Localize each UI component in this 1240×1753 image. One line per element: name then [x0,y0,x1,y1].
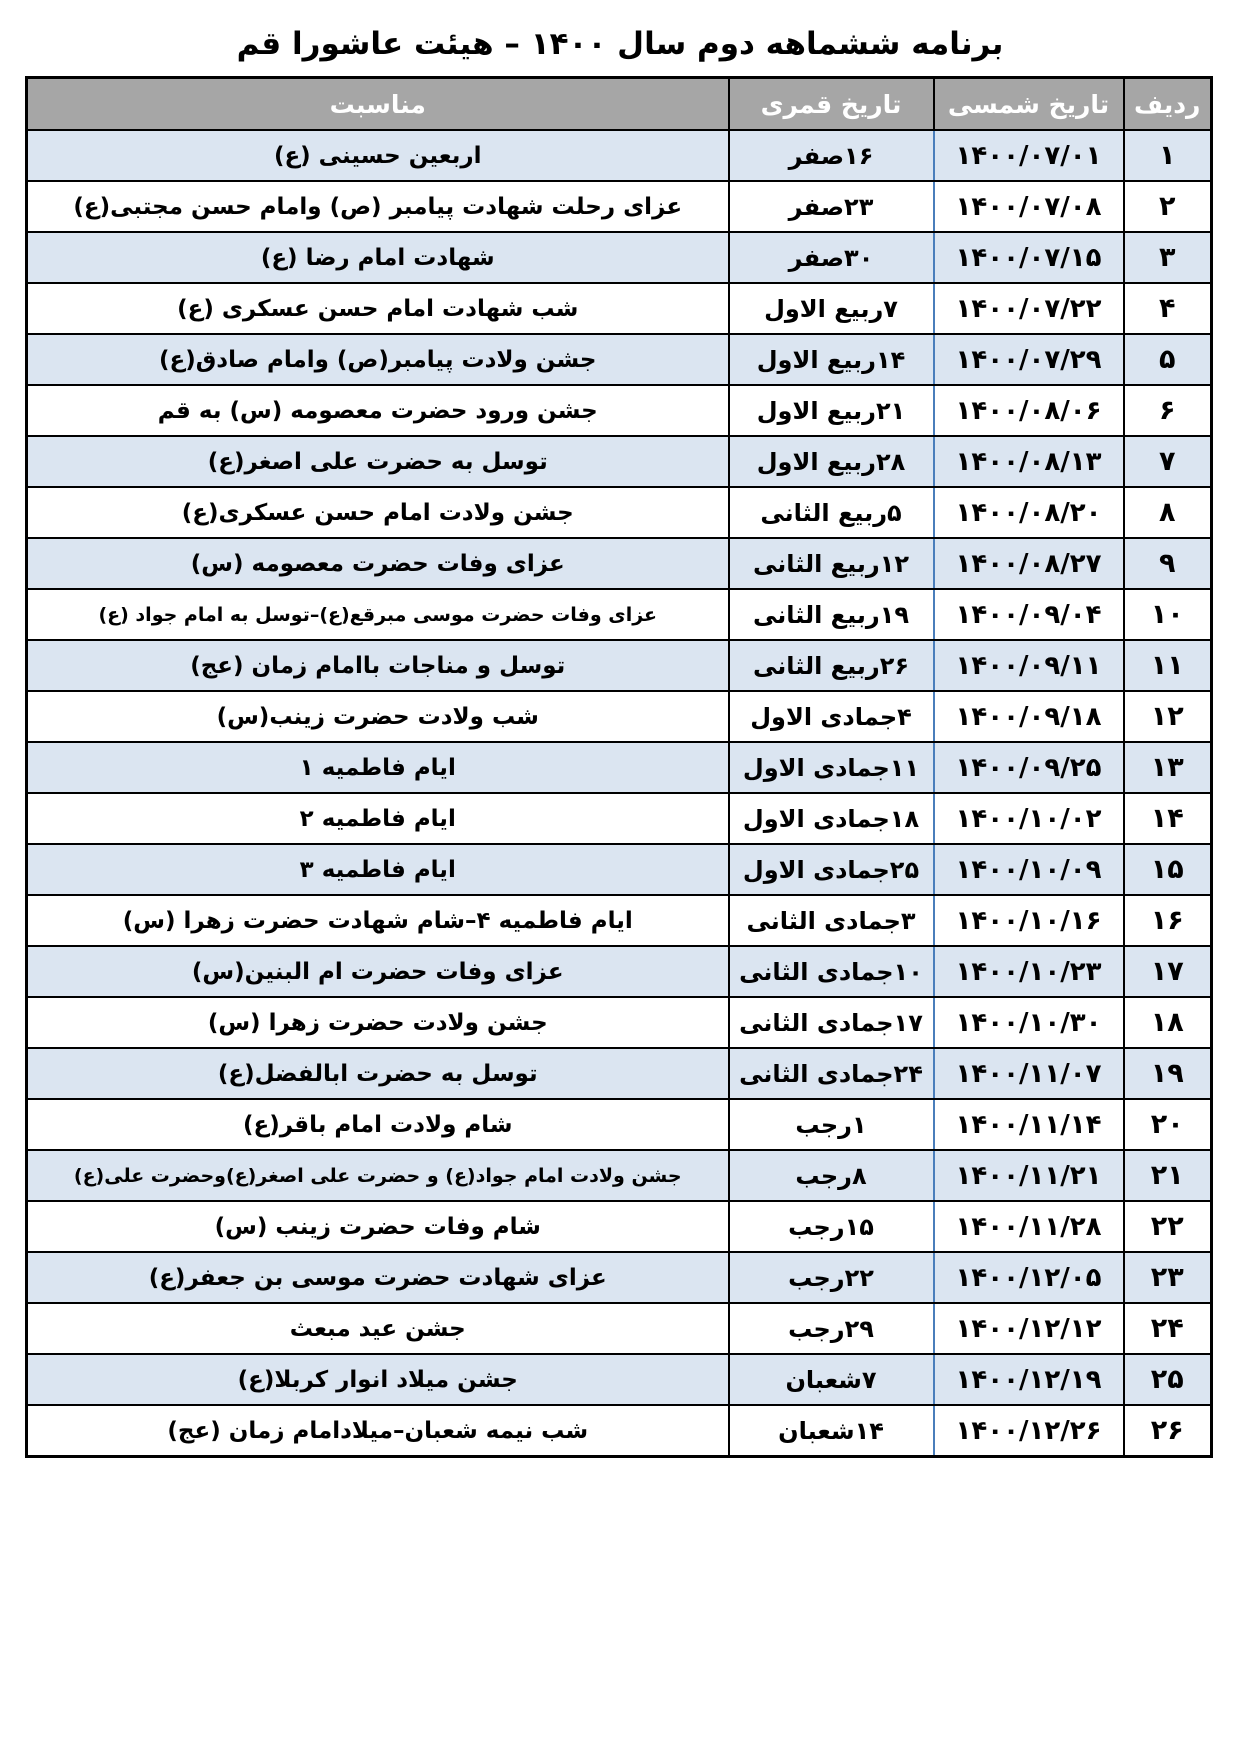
occasion-cell: عزای شهادت حضرت موسی بن جعفر(ع) [27,1252,729,1303]
row-number-cell: ۱ [1124,130,1212,181]
lunar-date-cell: ۲۶ربیع الثانی [729,640,934,691]
table-row [27,1201,1212,1252]
row-number-cell: ۹ [1124,538,1212,589]
solar-date-cell: ۱۴۰۰/۰۷/۰۱ [934,130,1124,181]
solar-date-cell: ۱۴۰۰/۱۰/۰۲ [934,793,1124,844]
lunar-date-cell: ۲۲رجب [729,1252,934,1303]
table-row [27,1048,1212,1099]
solar-date-cell: ۱۴۰۰/۰۷/۱۵ [934,232,1124,283]
table-row [27,487,1212,538]
table-row [27,742,1212,793]
table-row [27,1303,1212,1354]
occasion-cell: شب شهادت امام حسن عسکری (ع) [27,283,729,334]
occasion-cell: شب ولادت حضرت زینب(س) [27,691,729,742]
solar-date-cell: ۱۴۰۰/۱۰/۰۹ [934,844,1124,895]
lunar-date-cell: ۸رجب [729,1150,934,1201]
row-number-cell: ۱۸ [1124,997,1212,1048]
occasion-cell: جشن ولادت پیامبر(ص) وامام صادق(ع) [27,334,729,385]
lunar-date-cell: ۳جمادی الثانی [729,895,934,946]
lunar-date-cell: ۱رجب [729,1099,934,1150]
table-header-row [27,78,1212,131]
occasion-cell: ایام فاطمیه ۲ [27,793,729,844]
lunar-date-cell: ۱۵رجب [729,1201,934,1252]
row-number-cell: ۱۲ [1124,691,1212,742]
lunar-date-cell: ۳۰صفر [729,232,934,283]
occasion-cell: جشن ورود حضرت معصومه (س) به قم [27,385,729,436]
solar-date-cell: ۱۴۰۰/۰۸/۲۰ [934,487,1124,538]
row-number-cell: ۶ [1124,385,1212,436]
occasion-cell: جشن ولادت امام جواد(ع) و حضرت علی اصغر(ع)وحضرت علی(ع) [27,1150,729,1201]
occasion-cell: ایام فاطمیه ۴–شام شهادت حضرت زهرا (س) [27,895,729,946]
solar-date-cell: ۱۴۰۰/۱۲/۲۶ [934,1405,1124,1457]
lunar-date-cell: ۱۴شعبان [729,1405,934,1457]
table-row [27,997,1212,1048]
occasion-cell: جشن عید مبعث [27,1303,729,1354]
row-number-cell: ۱۱ [1124,640,1212,691]
solar-date-cell: ۱۴۰۰/۱۰/۲۳ [934,946,1124,997]
table-row [27,385,1212,436]
solar-date-cell: ۱۴۰۰/۰۸/۲۷ [934,538,1124,589]
column-header-lunar-date: تاریخ قمری [729,78,934,131]
lunar-date-cell: ۲۳صفر [729,181,934,232]
lunar-date-cell: ۷شعبان [729,1354,934,1405]
occasion-cell: توسل و مناجات باامام زمان (عج) [27,640,729,691]
lunar-date-cell: ۱۹ربیع الثانی [729,589,934,640]
row-number-cell: ۱۳ [1124,742,1212,793]
solar-date-cell: ۱۴۰۰/۰۷/۲۲ [934,283,1124,334]
lunar-date-cell: ۵ربیع الثانی [729,487,934,538]
lunar-date-cell: ۲۴جمادی الثانی [729,1048,934,1099]
lunar-date-cell: ۷ربیع الاول [729,283,934,334]
solar-date-cell: ۱۴۰۰/۱۱/۱۴ [934,1099,1124,1150]
occasion-cell: جشن ولادت امام حسن عسکری(ع) [27,487,729,538]
occasion-cell: عزای وفات حضرت ام البنین(س) [27,946,729,997]
solar-date-cell: ۱۴۰۰/۱۲/۰۵ [934,1252,1124,1303]
occasion-cell: شب نیمه شعبان–میلادامام زمان (عج) [27,1405,729,1457]
occasion-cell: عزای وفات حضرت معصومه (س) [27,538,729,589]
solar-date-cell: ۱۴۰۰/۰۹/۲۵ [934,742,1124,793]
column-header-solar-date: تاریخ شمسی [934,78,1124,131]
table-row [27,181,1212,232]
occasion-cell: عزای رحلت شهادت پیامبر (ص) وامام حسن مجتبی(ع) [27,181,729,232]
lunar-date-cell: ۴جمادی الاول [729,691,934,742]
occasion-cell: جشن میلاد انوار کربلا(ع) [27,1354,729,1405]
row-number-cell: ۱۵ [1124,844,1212,895]
lunar-date-cell: ۱۴ربیع الاول [729,334,934,385]
table-row [27,334,1212,385]
occasion-cell: توسل به حضرت علی اصغر(ع) [27,436,729,487]
lunar-date-cell: ۱۶صفر [729,130,934,181]
solar-date-cell: ۱۴۰۰/۰۷/۰۸ [934,181,1124,232]
row-number-cell: ۱۴ [1124,793,1212,844]
lunar-date-cell: ۲۸ربیع الاول [729,436,934,487]
solar-date-cell: ۱۴۰۰/۰۹/۱۸ [934,691,1124,742]
row-number-cell: ۲۲ [1124,1201,1212,1252]
table-row [27,1252,1212,1303]
lunar-date-cell: ۲۹رجب [729,1303,934,1354]
page-title: برنامه ششماهه دوم سال ۱۴۰۰ – هیئت عاشورا قم [236,26,1004,62]
occasion-cell: جشن ولادت حضرت زهرا (س) [27,997,729,1048]
row-number-cell: ۷ [1124,436,1212,487]
table-body [27,130,1212,1457]
lunar-date-cell: ۱۰جمادی الثانی [729,946,934,997]
table-row [27,538,1212,589]
solar-date-cell: ۱۴۰۰/۱۲/۱۹ [934,1354,1124,1405]
row-number-cell: ۱۶ [1124,895,1212,946]
solar-date-cell: ۱۴۰۰/۰۹/۰۴ [934,589,1124,640]
column-header-row-number: ردیف [1124,78,1212,131]
occasion-cell: شام وفات حضرت زینب (س) [27,1201,729,1252]
solar-date-cell: ۱۴۰۰/۱۱/۲۸ [934,1201,1124,1252]
table-row [27,589,1212,640]
occasion-cell: اربعین حسینی (ع) [27,130,729,181]
solar-date-cell: ۱۴۰۰/۱۱/۰۷ [934,1048,1124,1099]
occasion-cell: ایام فاطمیه ۱ [27,742,729,793]
lunar-date-cell: ۱۲ربیع الثانی [729,538,934,589]
row-number-cell: ۸ [1124,487,1212,538]
table-row [27,130,1212,181]
solar-date-cell: ۱۴۰۰/۱۲/۱۲ [934,1303,1124,1354]
solar-date-cell: ۱۴۰۰/۰۸/۰۶ [934,385,1124,436]
solar-date-cell: ۱۴۰۰/۱۱/۲۱ [934,1150,1124,1201]
occasion-cell: ایام فاطمیه ۳ [27,844,729,895]
lunar-date-cell: ۲۱ربیع الاول [729,385,934,436]
row-number-cell: ۱۹ [1124,1048,1212,1099]
table-row [27,436,1212,487]
occasion-cell: شهادت امام رضا (ع) [27,232,729,283]
row-number-cell: ۲۳ [1124,1252,1212,1303]
table-row [27,793,1212,844]
table-row [27,640,1212,691]
row-number-cell: ۲۱ [1124,1150,1212,1201]
table-row [27,1150,1212,1201]
table-row [27,946,1212,997]
row-number-cell: ۱۷ [1124,946,1212,997]
column-header-occasion: مناسبت [27,78,729,131]
row-number-cell: ۴ [1124,283,1212,334]
table-row [27,232,1212,283]
table-row [27,895,1212,946]
row-number-cell: ۲۴ [1124,1303,1212,1354]
table-row [27,1099,1212,1150]
solar-date-cell: ۱۴۰۰/۱۰/۳۰ [934,997,1124,1048]
occasion-cell: توسل به حضرت ابالفضل(ع) [27,1048,729,1099]
table-row [27,283,1212,334]
table-row [27,691,1212,742]
occasion-cell: شام ولادت امام باقر(ع) [27,1099,729,1150]
row-number-cell: ۳ [1124,232,1212,283]
row-number-cell: ۲۵ [1124,1354,1212,1405]
lunar-date-cell: ۲۵جمادی الاول [729,844,934,895]
row-number-cell: ۲ [1124,181,1212,232]
table-row [27,1354,1212,1405]
row-number-cell: ۱۰ [1124,589,1212,640]
solar-date-cell: ۱۴۰۰/۱۰/۱۶ [934,895,1124,946]
row-number-cell: ۲۶ [1124,1405,1212,1457]
table-row [27,1405,1212,1457]
schedule-table [25,76,1213,1458]
solar-date-cell: ۱۴۰۰/۰۷/۲۹ [934,334,1124,385]
lunar-date-cell: ۱۱جمادی الاول [729,742,934,793]
lunar-date-cell: ۱۸جمادی الاول [729,793,934,844]
occasion-cell: عزای وفات حضرت موسی مبرقع(ع)–توسل به امام جواد (ع) [27,589,729,640]
table-row [27,844,1212,895]
lunar-date-cell: ۱۷جمادی الثانی [729,997,934,1048]
row-number-cell: ۵ [1124,334,1212,385]
row-number-cell: ۲۰ [1124,1099,1212,1150]
solar-date-cell: ۱۴۰۰/۰۹/۱۱ [934,640,1124,691]
solar-date-cell: ۱۴۰۰/۰۸/۱۳ [934,436,1124,487]
